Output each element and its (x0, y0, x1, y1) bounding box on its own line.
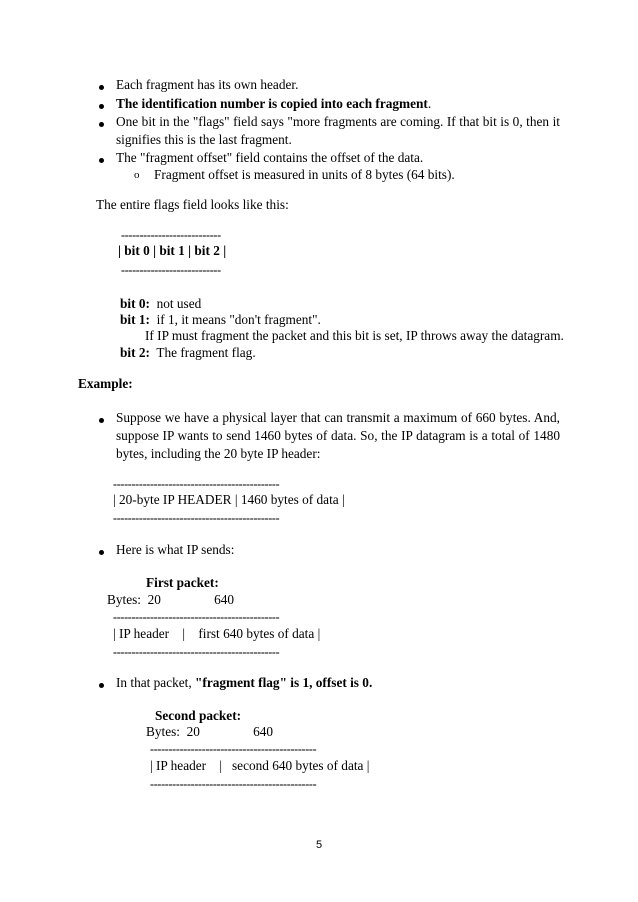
first-packet-title: First packet: (146, 575, 219, 590)
second-packet-row: | IP header | second 640 bytes of data | (150, 758, 370, 773)
in-packet-line (116, 674, 372, 692)
second-packet-bytes: Bytes: 20 640 (146, 724, 274, 739)
flags-rule-bottom: --------------------------- (121, 263, 221, 277)
bit2-line (120, 344, 256, 362)
flags-intro: The entire flags field looks like this: (96, 197, 289, 212)
second-packet-rule-bottom: --------------------------------------------- (150, 777, 317, 791)
in-packet-prefix: In that packet, (116, 675, 196, 690)
second-packet-rule-top: --------------------------------------------- (150, 742, 317, 756)
sub-bullet-offset-units: Fragment offset is measured in units of 8 bytes (64 bits). (154, 167, 455, 182)
bullet-dot (99, 418, 104, 423)
bit2-text: The fragment flag. (156, 345, 256, 360)
bit2-label: bit 2: (120, 345, 150, 360)
bullet-identification (116, 95, 431, 113)
bullet-dot (99, 104, 104, 109)
bullet-flags-bit: One bit in the "flags" field says "more fragments are coming. If that bit is 0, then it signifies this is the last fragment. (116, 114, 560, 147)
sub-bullet-marker: o (134, 169, 140, 181)
bullet-identification-period: . (427, 96, 432, 111)
bullet-dot (99, 85, 104, 90)
bullet-fragment-header: Each fragment has its own header. (116, 77, 299, 92)
bullet-fragment-offset: The "fragment offset" field contains the offset of the data. (116, 150, 424, 165)
page-number: 5 (316, 839, 323, 851)
bit1-label: bit 1: (120, 312, 150, 327)
first-packet-bytes: Bytes: 20 640 (107, 592, 235, 607)
bullet-dot (99, 550, 104, 555)
example-heading: Example: (78, 376, 133, 391)
second-packet-title: Second packet: (155, 708, 242, 723)
bit1-text: if 1, it means "don't fragment". (156, 312, 321, 327)
example-bullet: Suppose we have a physical layer that can transmit a maximum of 660 bytes. And, suppose IP wants to send 1460 bytes of data. So, the IP datagram is a total of 1480 bytes, including the 20 byte IP header: (116, 410, 560, 461)
bit0-label: bit 0: (120, 296, 150, 311)
flags-rule-top: --------------------------- (121, 228, 221, 242)
bullet-dot (99, 122, 104, 127)
ip-sends: Here is what IP sends: (116, 542, 235, 557)
datagram-rule-top: --------------------------------------------- (113, 477, 280, 491)
flags-diagram-row: | bit 0 | bit 1 | bit 2 | (118, 243, 227, 258)
first-packet-rule-bottom: --------------------------------------------- (113, 645, 280, 659)
bit1-detail: If IP must fragment the packet and this bit is set, IP throws away the datagram. (145, 328, 564, 343)
bit0-text: not used (156, 296, 202, 311)
first-packet-row: | IP header | first 640 bytes of data | (113, 626, 321, 641)
first-packet-rule-top: --------------------------------------------- (113, 610, 280, 624)
in-packet-bold: "fragment flag" is 1, offset is 0. (195, 675, 373, 690)
bullet-identification-bold: The identification number is copied into each fragment (116, 96, 428, 111)
datagram-row: | 20-byte IP HEADER | 1460 bytes of data | (113, 492, 345, 507)
datagram-rule-bottom: --------------------------------------------- (113, 511, 280, 525)
bullet-dot (99, 683, 104, 688)
bullet-dot (99, 158, 104, 163)
